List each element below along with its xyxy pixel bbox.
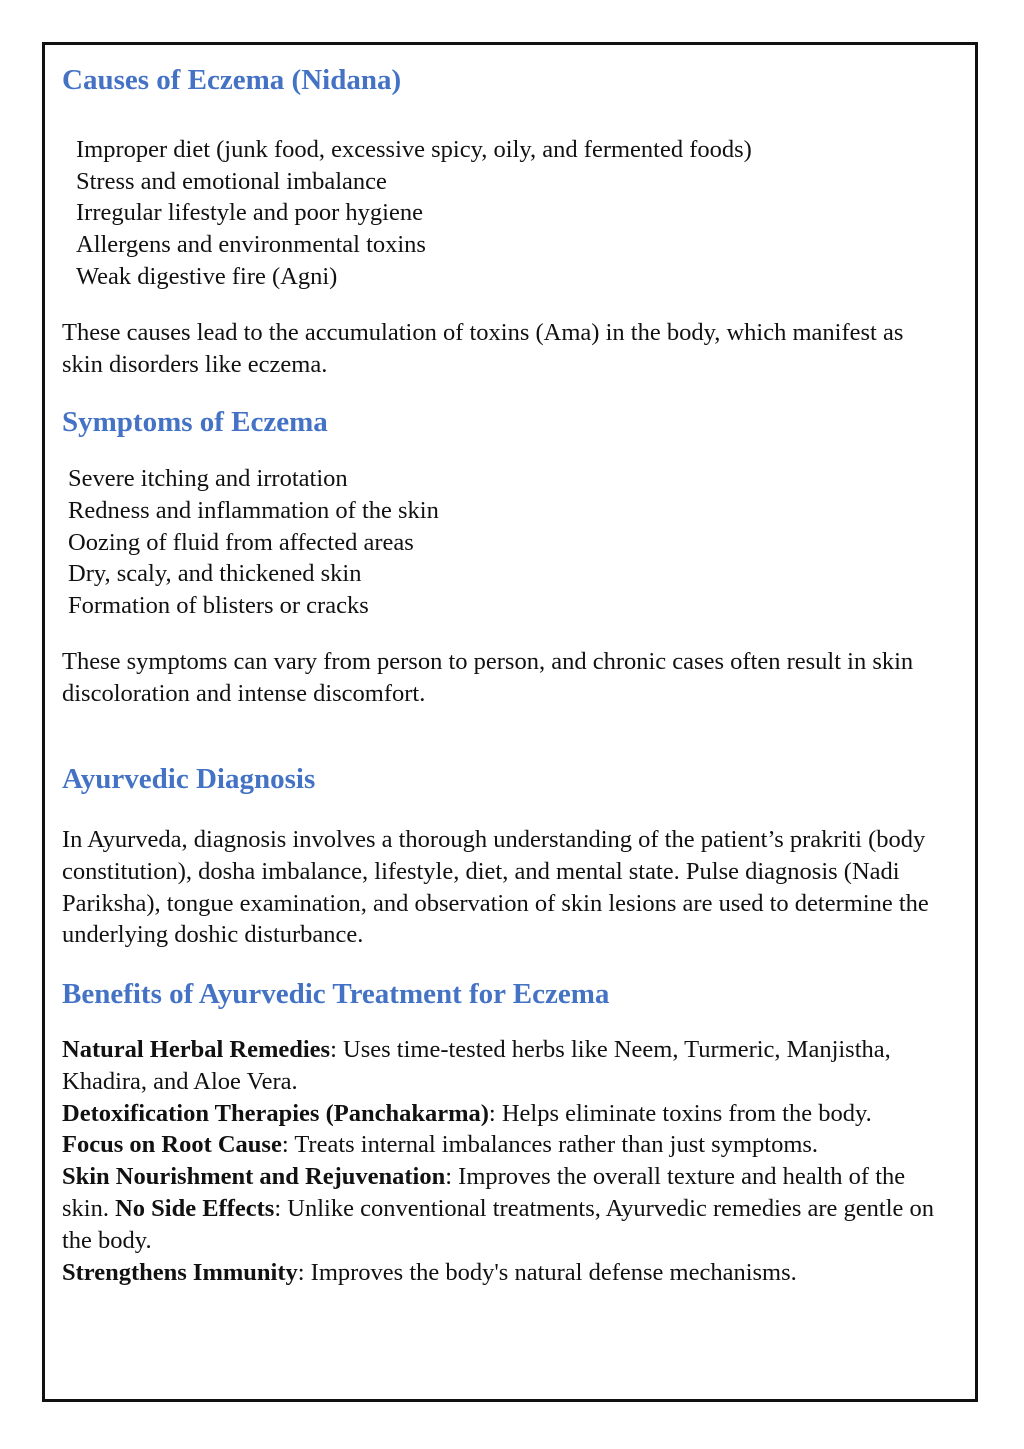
benefit-desc: : Improves the body's natural defense mechanisms. <box>297 1258 797 1286</box>
list-item: Irregular lifestyle and poor hygiene <box>76 199 423 226</box>
diagnosis-body: In Ayurveda, diagnosis involves a thorough understanding of the patient’s prakriti (body constitution), dosha imbalance, lifestyle, diet, and mental state. Pulse diagnosis (Nadi Pariksha), tongue examination, and observation of skin lesions are used to determine the underlying doshic disturbance. <box>62 826 929 949</box>
list-item: Weak digestive fire (Agni) <box>76 263 338 290</box>
list-item: Formation of blisters or cracks <box>68 592 369 619</box>
causes-summary: These causes lead to the accumulation of toxins (Ama) in the body, which manifest as skin disorders like eczema. <box>62 319 904 378</box>
benefit-term: Detoxification Therapies (Panchakarma) <box>62 1099 489 1127</box>
benefit-desc: : Improves the overall texture and health of the skin. <box>62 1163 906 1222</box>
benefit-term: Strengthens Immunity <box>62 1258 298 1286</box>
benefit-term: Natural Herbal Remedies <box>62 1036 331 1063</box>
list-item: Allergens and environmental toxins <box>76 231 426 258</box>
list-item: Dry, scaly, and thickened skin <box>68 560 362 587</box>
benefit-desc: : Uses time-tested herbs like Neem, Turmeric, Manjistha, Khadira, and Aloe Vera. <box>62 1036 891 1095</box>
list-item: Stress and emotional imbalance <box>76 168 387 195</box>
causes-heading: Causes of Eczema (Nidana) <box>62 64 402 96</box>
benefits-heading: Benefits of Ayurvedic Treatment for Eczema <box>62 978 610 1010</box>
list-item: Oozing of fluid from affected areas <box>68 529 414 556</box>
list-item: Redness and inflammation of the skin <box>68 497 439 524</box>
benefit-desc: : Unlike conventional treatments, Ayurvedic remedies are gentle on the body. <box>62 1194 935 1254</box>
symptoms-heading: Symptoms of Eczema <box>62 406 328 438</box>
benefit-term: Focus on Root Cause <box>62 1131 282 1159</box>
diagnosis-heading: Ayurvedic Diagnosis <box>62 763 316 795</box>
benefit-desc: : Treats internal imbalances rather than just symptoms. <box>281 1131 819 1159</box>
benefit-term: No Side Effects <box>115 1194 275 1222</box>
symptoms-summary: These symptoms can vary from person to person, and chronic cases often result in skin discoloration and intense discomfort. <box>62 648 914 707</box>
benefit-term: Skin Nourishment and Rejuvenation <box>62 1163 446 1191</box>
list-item: Severe itching and irrotation <box>68 465 348 492</box>
list-item: Improper diet (junk food, excessive spicy, oily, and fermented foods) <box>76 136 752 163</box>
benefits-body <box>62 1034 947 1288</box>
benefit-desc: : Helps eliminate toxins from the body. <box>488 1099 872 1127</box>
